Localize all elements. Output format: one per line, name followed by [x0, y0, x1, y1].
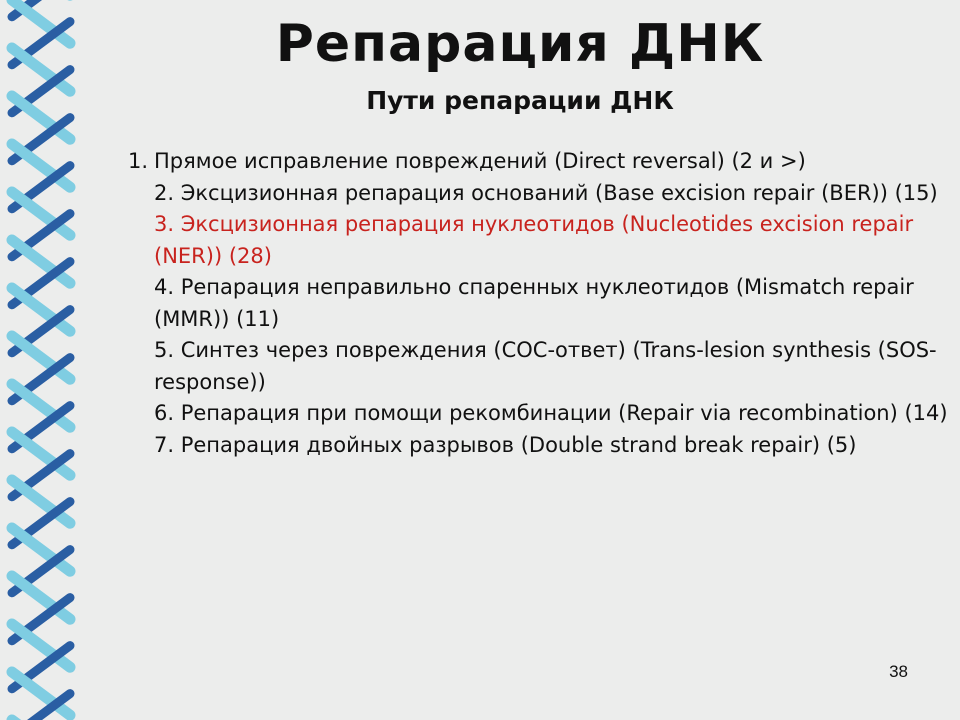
list-item-ner-highlighted: 3. Эксцизионная репарация нуклеотидов (Nucleotides excision repair (NER)) (28) — [154, 212, 914, 268]
repair-pathways-list — [128, 146, 948, 461]
list-item-number: 1. — [128, 149, 149, 173]
list-item — [128, 146, 948, 178]
dna-helix-decoration — [0, 0, 80, 720]
list-item-mmr: 4. Репарация неправильно спаренных нуклеотидов (Mismatch repair (MMR)) (11) — [154, 275, 914, 331]
list-item-recombination: 6. Репарация при помощи рекомбинации (Repair via recombination) (14) — [154, 401, 948, 425]
list-item-text: Прямое исправление повреждений (Direct reversal) (2 и >) — [154, 149, 806, 173]
list-item-dsb: 7. Репарация двойных разрывов (Double strand break repair) (5) — [154, 432, 857, 457]
page-number: 38 — [889, 662, 908, 681]
list-item-ber: 2. Эксцизионная репарация оснований (Base excision repair (BER)) (15) — [154, 180, 938, 205]
slide-title: Репарация ДНК — [275, 14, 765, 74]
slide-subtitle: Пути репарации ДНК — [366, 86, 674, 115]
list-item-tls: 5. Синтез через повреждения (СОС-ответ) (Trans-lesion synthesis (SOS-response)) — [154, 338, 937, 394]
